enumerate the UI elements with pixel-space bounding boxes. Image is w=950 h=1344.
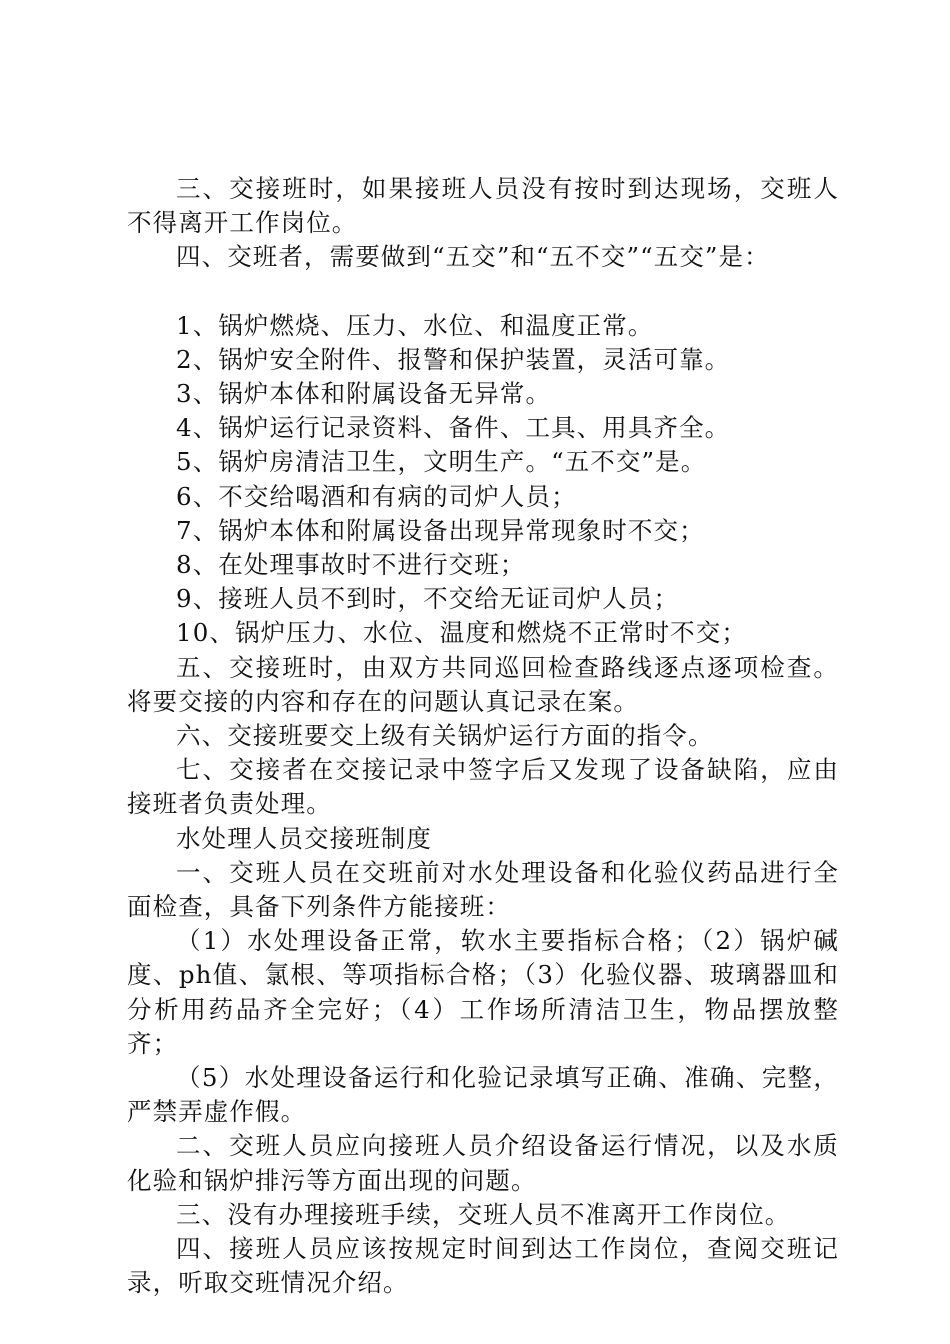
list-item: 6、不交给喝酒和有病的司炉人员； [176,481,577,511]
list-item: 4、锅炉运行记录资料、备件、工具、用具齐全。 [176,413,731,443]
list-item: 10、锅炉压力、水位、温度和燃烧不正常时不交； [176,618,747,648]
list-item: 8、在处理事故时不进行交班； [176,550,526,580]
list-item: 1、锅炉燃烧、压力、水位、和温度正常。 [176,310,654,340]
list-item: 2、锅炉安全附件、报警和保护装置，灵活可靠。 [176,344,731,374]
paragraph: 五、交接班时，由双方共同巡回检查路线逐点逐项检查。将要交接的内容和存在的问题认真记录在案。 [127,652,839,716]
paragraph: 四、接班人员应该按规定时间到达工作岗位，查阅交班记录，听取交班情况介绍。 [127,1234,839,1298]
paragraph: （1）水处理设备正常，软水主要指标合格；（2）锅炉碱度、ph值、氯根、等项指标合格；（3）化验仪器、玻璃器皿和分析用药品齐全完好；（4）工作场所清洁卫生，物品摆放整齐； [127,926,839,1058]
paragraph: 三、交接班时，如果接班人员没有按时到达现场，交班人不得离开工作岗位。 [127,174,839,238]
paragraph: 四、交班者，需要做到“五交”和“五不交”“五交”是： [176,242,770,272]
paragraph: 七、交接者在交接记录中签字后又发现了设备缺陷，应由接班者负责处理。 [127,755,839,819]
paragraph: 二、交班人员应向接班人员介绍设备运行情况，以及水质化验和锅炉排污等方面出现的问题。 [127,1131,839,1195]
paragraph: （5）水处理设备运行和化验记录填写正确、准确、完整，严禁弄虚作假。 [127,1063,839,1127]
blank-line [127,275,839,309]
list-item: 7、锅炉本体和附属设备出现异常现象时不交； [176,515,705,545]
paragraph: 一、交班人员在交班前对水处理设备和化验仪药品进行全面检查，具备下列条件方能接班： [127,857,839,922]
paragraph: 六、交接班要交上级有关锅炉运行方面的指令。 [176,721,714,751]
document-page [127,172,839,1301]
paragraph: 三、没有办理接班手续，交班人员不准离开工作岗位。 [176,1199,791,1229]
list-item: 3、锅炉本体和附属设备无异常。 [176,379,552,409]
section-heading: 水处理人员交接班制度 [176,823,432,853]
list-item: 5、锅炉房清洁卫生，文明生产。“五不交”是。 [176,447,707,477]
list-item: 9、接班人员不到时，不交给无证司炉人员； [176,584,680,614]
